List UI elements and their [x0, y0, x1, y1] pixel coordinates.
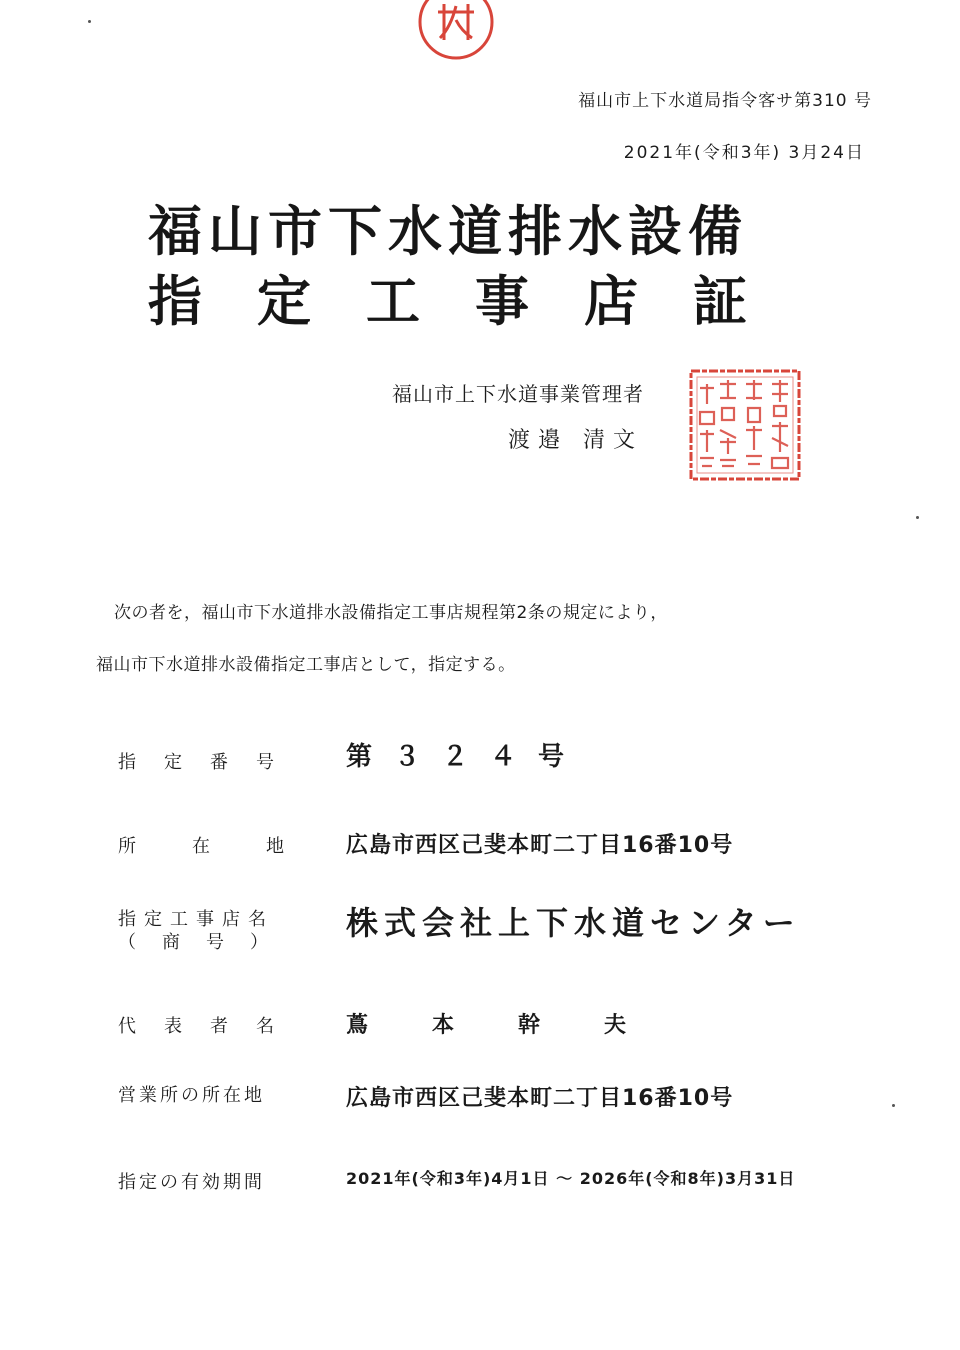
representative-value: 蔦本幹夫 [346, 1013, 691, 1038]
scan-speck [88, 20, 91, 23]
location-label [118, 832, 340, 858]
label-text: 代表者名 [118, 1016, 302, 1037]
reference-number: 福山市上下水道局指令客サ第310 号 [578, 91, 872, 111]
body-text-line2: 福山市下水道排水設備指定工事店として，指定する。 [96, 655, 516, 675]
label-text: 指定番号 [118, 752, 302, 773]
location-value: 広島市西区己斐本町二丁目16番10号 [346, 833, 734, 858]
issuer-title: 福山市上下水道事業管理者 [392, 382, 644, 406]
received-stamp [416, 0, 496, 62]
designation-number-label [118, 748, 302, 774]
shop-name-sublabel [118, 928, 294, 954]
validity-period-value: 2021年(令和3年)4月1日 ～ 2026年(令和8年)3月31日 [346, 1169, 796, 1188]
label-text: 所在地 [118, 836, 340, 857]
validity-period-label [118, 1168, 290, 1194]
scan-speck [892, 1104, 895, 1107]
label-text: 指定の有効期間 [118, 1172, 265, 1193]
certificate-title-line1: 福山市下水道排水設備 [148, 200, 748, 263]
body-text-line1: 次の者を，福山市下水道排水設備指定工事店規程第2条の規定により， [114, 603, 668, 623]
sublabel-text: （商号） [118, 932, 294, 953]
label-text: 指定工事店名 [118, 909, 274, 930]
shop-name-value: 株式会社上下水道センター [346, 904, 801, 942]
scan-speck [916, 516, 919, 519]
representative-label [118, 1012, 302, 1038]
issuer-name: 渡邉 清文 [508, 428, 643, 453]
official-seal [688, 368, 802, 482]
designation-number-value: 第３２４号 [346, 742, 587, 772]
office-location-value: 広島市西区己斐本町二丁目16番10号 [346, 1086, 734, 1111]
label-text: 営業所の所在地 [118, 1085, 265, 1106]
office-location-label [118, 1081, 290, 1107]
certificate-title-line2: 指定工事店証 [148, 270, 802, 333]
issue-date: 2021年(令和3年) 3月24日 [623, 143, 865, 163]
